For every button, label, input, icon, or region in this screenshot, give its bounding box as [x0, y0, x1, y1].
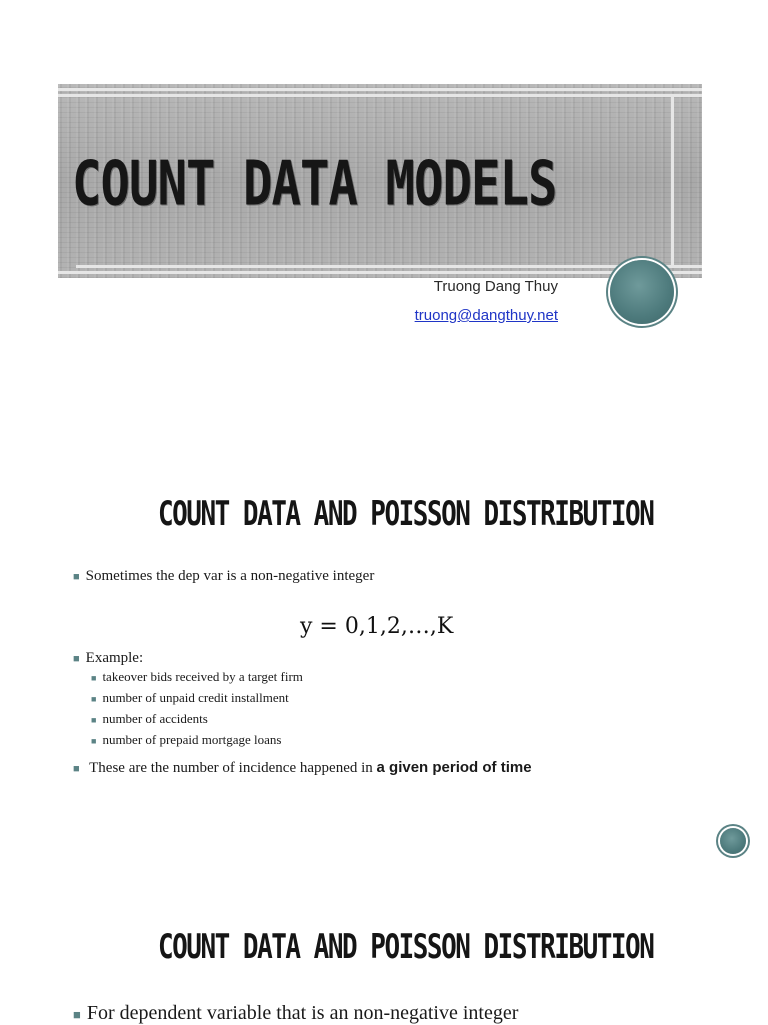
bullet-text: Sometimes the dep var is a non-negative integer	[85, 568, 375, 584]
bullet-list	[73, 568, 374, 585]
author-name: Truong Dang Thuy	[433, 278, 558, 295]
bullet-item	[73, 1002, 518, 1025]
author-email-link[interactable]: truong@dangthuy.net	[414, 307, 558, 324]
decorative-circle-icon	[610, 260, 674, 324]
title-slide	[0, 0, 768, 430]
formula	[300, 614, 453, 639]
sub-bullet-item	[91, 667, 303, 688]
slide-heading: COUNT DATA AND POISSON DISTRIBUTION	[158, 928, 654, 967]
sub-bullet-text: takeover bids received by a target firm	[102, 669, 303, 684]
bullet-square-icon: ■	[91, 694, 97, 704]
presentation-title: COUNT DATA MODELS	[72, 148, 557, 220]
bullet-square-icon: ■	[91, 715, 97, 725]
sub-bullet-item	[91, 709, 303, 730]
bullet-square-icon: ■	[73, 763, 80, 775]
bullet-item	[73, 759, 532, 777]
bullet-square-icon: ■	[73, 571, 80, 583]
sub-bullet-item	[91, 688, 303, 709]
sub-bullet-text: number of unpaid credit installment	[102, 690, 289, 705]
decorative-circle-icon	[720, 828, 746, 854]
bullet-square-icon: ■	[73, 1007, 81, 1022]
formula-text: y = 0,1,2,…,K	[300, 614, 454, 639]
bullet-text: For dependent variable that is an non-negative integer	[86, 1002, 519, 1024]
slide-heading: COUNT DATA AND POISSON DISTRIBUTION	[158, 495, 654, 534]
bullet-item	[73, 568, 374, 585]
bullet-text: These are the number of incidence happened in	[89, 760, 377, 776]
bullet-square-icon: ■	[91, 736, 97, 746]
bullet-bold-text: a given period of time	[376, 759, 532, 776]
content-slide	[0, 450, 768, 870]
sub-bullet-text: number of prepaid mortgage loans	[102, 732, 282, 747]
content-slide	[0, 880, 768, 1024]
sub-bullet-text: number of accidents	[102, 711, 208, 726]
sub-bullet-item	[91, 730, 303, 751]
title-banner	[58, 84, 702, 278]
bullet-square-icon: ■	[91, 673, 97, 683]
example-list	[73, 650, 303, 751]
bullet-text: Example:	[85, 650, 144, 666]
bullet-square-icon: ■	[73, 653, 80, 665]
bullet-item	[73, 650, 303, 667]
